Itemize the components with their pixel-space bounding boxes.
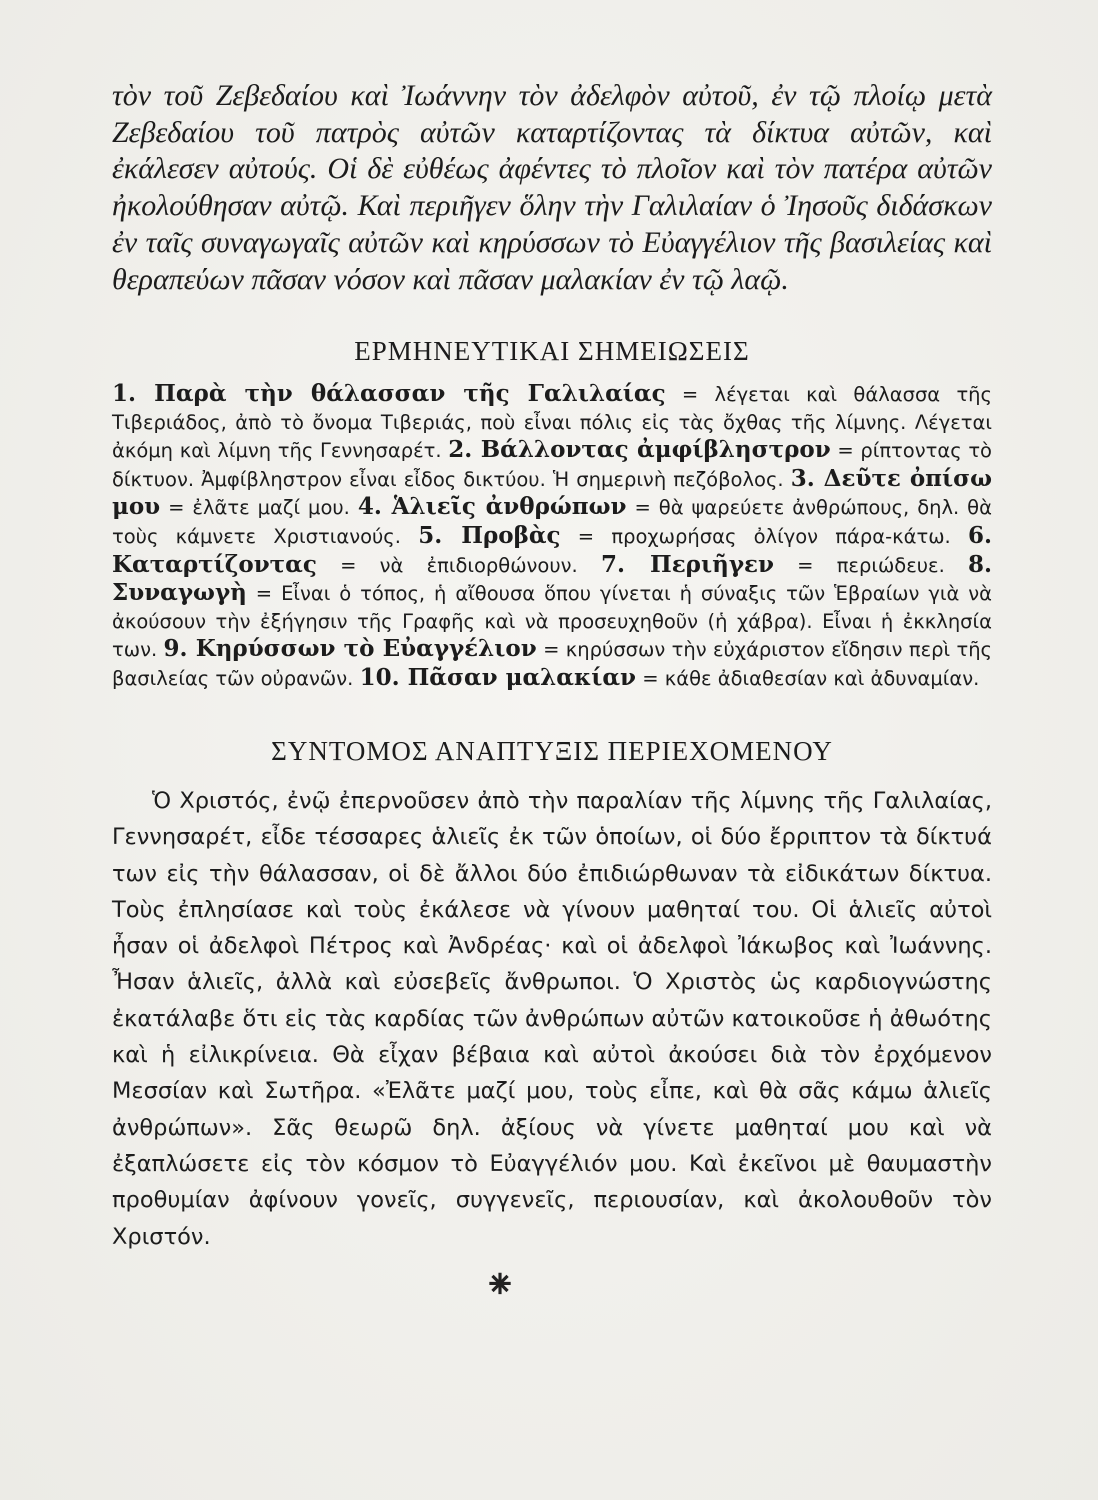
note-def-5: = προχωρήσας ὀλίγον πάρα-κάτω.	[560, 524, 968, 548]
note-term-2: 2. Βάλλοντας ἀμφίβληστρον	[448, 436, 831, 464]
notes-paragraph	[112, 380, 992, 693]
note-def-2: = ρίπτοντας τὸ δίκτυον. Ἀμφίβληστρον εἶναι εἶδος δικτύου. Ἡ σημερινὴ πεζόβολος.	[112, 439, 992, 491]
note-def-1: = λέγεται καὶ θάλασσα τῆς Τιβεριάδος, ἀπὸ τὸ ὄνομα Τιβεριάς, ποὺ εἶναι πόλις εἰς τὰς ὄχθας τῆς λίμνης. Λέγεται ἀκόμη καὶ λίμνη τῆς Γεννησαρέτ.	[112, 383, 992, 463]
note-def-10: = κάθε ἀδιαθεσίαν καὶ ἀδυναμίαν.	[636, 666, 980, 690]
asterism-end-mark: ⁕	[483, 1262, 517, 1308]
note-term-7: 7. Περιῆγεν	[600, 550, 774, 578]
note-term-5: 5. Προβὰς	[418, 521, 561, 549]
note-def-9: = κηρύσσων τὴν εὐχάριστον εἴδησιν περὶ τῆς βασιλείας τῶν οὐρανῶν.	[112, 638, 993, 690]
note-def-3: = ἐλᾶτε μαζί μου.	[160, 496, 358, 520]
summary-heading: ΣΥΝΤΟΜΟΣ ΑΝΑΠΤΥΞΙΣ ΠΕΡΙΕΧΟΜΕΝΟΥ	[271, 736, 833, 766]
note-term-9: 9. Κηρύσσων τὸ Εὐαγγέλιον	[163, 635, 537, 663]
note-term-3: 3. Δεῦτε ὀπίσω μου	[112, 464, 992, 521]
note-def-4: = θὰ ψαρεύετε ἀνθρώπους, δηλ. θὰ τοὺς κάμνετε Χριστιανούς.	[112, 496, 992, 548]
note-def-8: = Εἶναι ὁ τόπος, ἡ αἴθουσα ὅπου γίνεται ἡ σύναξις τῶν Ἑβραίων γιὰ νὰ ἀκούσουν τὴν ἐξήγησιν τῆς Γραφῆς καὶ νὰ προσευχηθοῦν (ἡ χάβρα). Εἶναι ἡ ἐκκλησία των.	[112, 582, 992, 662]
note-def-6: = νὰ ἐπιδιορθώνουν.	[316, 553, 601, 577]
notes-heading: ΕΡΜΗΝΕΥΤΙΚΑΙ ΣΗΜΕΙΩΣΕΙΣ	[354, 336, 750, 366]
note-term-1: 1. Παρὰ τὴν θάλασσαν τῆς Γαλιλαίας	[112, 380, 666, 407]
note-term-8: 8. Συναγωγὴ	[112, 550, 992, 607]
note-term-4: 4. Ἁλιεῖς ἀνθρώπων	[357, 493, 627, 521]
note-term-6: 6. Καταρτίζοντας	[112, 521, 992, 578]
summary-paragraph: Ὁ Χριστός, ἐνῷ ἐπερνοῦσεν ἀπὸ τὴν παραλίαν τῆς λίμνης τῆς Γαλιλαίας, Γεννησαρέτ, εἶδε τέσσαρες ἁλιεῖς ἐκ τῶν ὁποίων, οἱ δύο ἔρριπτον τὰ δίκτυά των εἰς τὴν θάλασσαν, οἱ δὲ ἄλλοι δύο ἐπιδιώρθωναν τὰ εἰδικάτων δίκτυα. Τοὺς ἐπλησίασε καὶ τοὺς ἐκάλεσε νὰ γίνουν μαθηταί του. Οἱ ἁλιεῖς αὐτοὶ ἦσαν οἱ ἀδελφοὶ Πέτρος καὶ Ἀνδρέας· καὶ οἱ ἀδελφοὶ Ἰάκωβος καὶ Ἰωάννης. Ἦσαν ἁλιεῖς, ἀλλὰ καὶ εὐσεβεῖς ἄνθρωποι. Ὁ Χριστὸς ὡς καρδιογνώστης ἐκατάλαβε ὅτι εἰς τὰς καρδίας τῶν ἀνθρώπων αὐτῶν κατοικοῦσε ἡ ἀθωότης καὶ ἡ εἰλικρίνεια. Θὰ εἶχαν βέβαια καὶ αὐτοὶ ἀκούσει διὰ τὸν ἐρχόμενον Μεσσίαν καὶ Σωτῆρα. «Ἐλᾶτε μαζί μου, τοὺς εἶπε, καὶ θὰ σᾶς κάμω ἁλιεῖς ἀνθρώπων». Σᾶς θεωρῶ δηλ. ἀξίους νὰ γίνετε μαθηταί μου καὶ νὰ ἐξαπλώσετε εἰς τὸν κόσμον τὸ Εὐαγγέλιόν μου. Καὶ ἐκεῖνοι μὲ θαυμαστὴν προθυμίαν ἀφίνουν γονεῖς, συγγενεῖς, περιουσίαν, καὶ ἀκολουθοῦν τὸν Χριστόν.	[112, 788, 992, 1250]
top-paragraph: τὸν τοῦ Ζεβεδαίου καὶ Ἰωάννην τὸν ἀδελφὸν αὐτοῦ, ἐν τῷ πλοίῳ μετὰ Ζεβεδαίου τοῦ πατρὸς αὐτῶν καταρτίζοντας τὰ δίκτυα αὐτῶν, καὶ ἐκάλεσεν αὐτούς. Οἱ δὲ εὐθέως ἀφέντες τὸ πλοῖον καὶ τὸν πατέρα αὐτῶν ἠκολούθησαν αὐτῷ. Καὶ περιῆγεν ὅλην τὴν Γαλιλαίαν ὁ Ἰησοῦς διδάσκων ἐν ταῖς συναγωγαῖς αὐτῶν καὶ κηρύσσων τὸ Εὐαγγέλιον τῆς βασιλείας καὶ θεραπεύων πᾶσαν νόσον καὶ πᾶσαν μαλακίαν ἐν τῷ λαῷ.	[112, 79, 992, 296]
note-term-10: 10. Πᾶσαν μαλακίαν	[359, 663, 637, 691]
note-def-7: = περιώδευε.	[773, 553, 968, 577]
